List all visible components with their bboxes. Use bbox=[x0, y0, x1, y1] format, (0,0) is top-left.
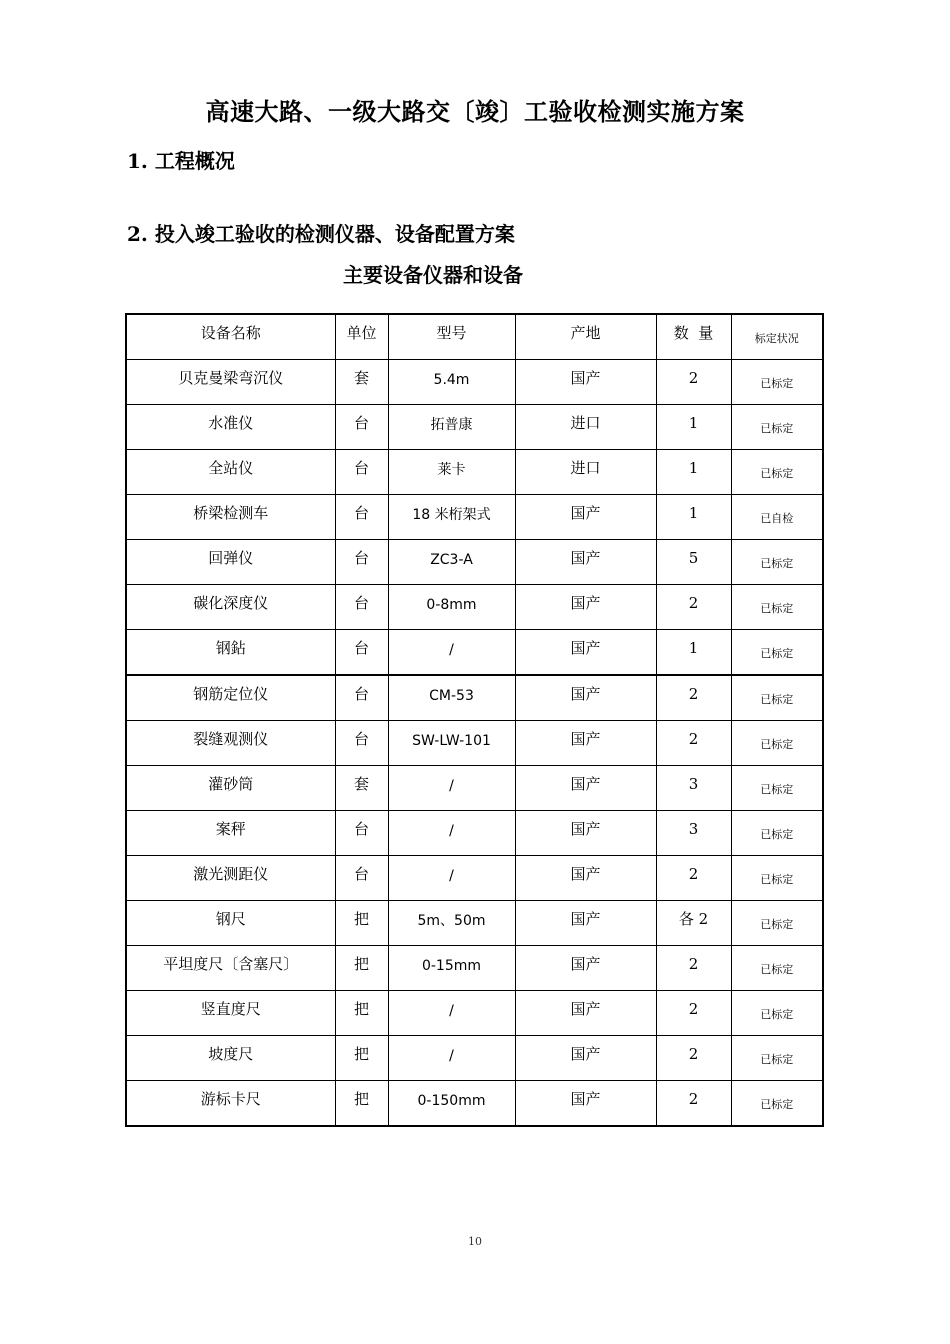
section-heading-overview: 1. 工程概况 bbox=[127, 149, 235, 173]
table-header-row bbox=[126, 314, 823, 360]
cell-origin: 进口 bbox=[515, 405, 656, 450]
cell-quantity: 各 2 bbox=[656, 901, 731, 946]
cell-calibration-status: 已标定 bbox=[731, 766, 823, 811]
cell-calibration-status: 已标定 bbox=[731, 540, 823, 585]
cell-calibration-status: 已标定 bbox=[731, 811, 823, 856]
cell-model: SW-LW-101 bbox=[388, 721, 515, 766]
table-row bbox=[126, 991, 823, 1036]
cell-origin: 国产 bbox=[515, 856, 656, 901]
table-row bbox=[126, 495, 823, 540]
cell-model: / bbox=[388, 1036, 515, 1081]
cell-calibration-status: 已标定 bbox=[731, 585, 823, 630]
cell-model: / bbox=[388, 766, 515, 811]
cell-quantity: 1 bbox=[656, 630, 731, 676]
cell-unit: 台 bbox=[335, 405, 388, 450]
cell-unit: 把 bbox=[335, 1036, 388, 1081]
cell-unit: 台 bbox=[335, 585, 388, 630]
cell-quantity: 2 bbox=[656, 675, 731, 721]
cell-model: 5.4m bbox=[388, 360, 515, 405]
table-row bbox=[126, 630, 823, 676]
cell-quantity: 2 bbox=[656, 991, 731, 1036]
cell-unit: 台 bbox=[335, 450, 388, 495]
cell-quantity: 1 bbox=[656, 450, 731, 495]
cell-calibration-status: 已标定 bbox=[731, 721, 823, 766]
header-model: 型号 bbox=[388, 314, 515, 360]
cell-origin: 国产 bbox=[515, 1036, 656, 1081]
cell-equipment-name: 钢鉆 bbox=[126, 630, 335, 676]
cell-unit: 套 bbox=[335, 360, 388, 405]
cell-origin: 国产 bbox=[515, 495, 656, 540]
cell-equipment-name: 贝克曼梁弯沉仪 bbox=[126, 360, 335, 405]
table-row bbox=[126, 1036, 823, 1081]
cell-equipment-name: 平坦度尺〔含塞尺〕 bbox=[126, 946, 335, 991]
cell-quantity: 3 bbox=[656, 766, 731, 811]
cell-model: 0-15mm bbox=[388, 946, 515, 991]
cell-origin: 国产 bbox=[515, 721, 656, 766]
cell-origin: 国产 bbox=[515, 991, 656, 1036]
cell-calibration-status: 已标定 bbox=[731, 1081, 823, 1127]
cell-calibration-status: 已标定 bbox=[731, 450, 823, 495]
cell-model: / bbox=[388, 856, 515, 901]
cell-origin: 国产 bbox=[515, 811, 656, 856]
cell-unit: 把 bbox=[335, 901, 388, 946]
cell-origin: 国产 bbox=[515, 630, 656, 676]
cell-equipment-name: 激光测距仪 bbox=[126, 856, 335, 901]
header-quantity: 数 量 bbox=[656, 314, 731, 360]
cell-quantity: 2 bbox=[656, 946, 731, 991]
cell-unit: 台 bbox=[335, 721, 388, 766]
cell-equipment-name: 回弹仪 bbox=[126, 540, 335, 585]
cell-model: 18 米桁架式 bbox=[388, 495, 515, 540]
cell-unit: 台 bbox=[335, 495, 388, 540]
section-heading-equipment: 2. 投入竣工验收的检测仪器、设备配置方案 bbox=[127, 222, 515, 246]
table-row bbox=[126, 946, 823, 991]
cell-quantity: 2 bbox=[656, 1081, 731, 1127]
header-calibration-status: 标定状况 bbox=[731, 314, 823, 360]
cell-quantity: 2 bbox=[656, 1036, 731, 1081]
page-number: 10 bbox=[468, 1235, 482, 1248]
cell-unit: 台 bbox=[335, 630, 388, 676]
cell-quantity: 1 bbox=[656, 495, 731, 540]
cell-calibration-status: 已标定 bbox=[731, 360, 823, 405]
table-row bbox=[126, 540, 823, 585]
header-origin: 产地 bbox=[515, 314, 656, 360]
table-row bbox=[126, 811, 823, 856]
cell-calibration-status: 已标定 bbox=[731, 856, 823, 901]
table-row bbox=[126, 901, 823, 946]
table-row bbox=[126, 585, 823, 630]
table-row bbox=[126, 450, 823, 495]
cell-equipment-name: 全站仪 bbox=[126, 450, 335, 495]
equipment-table bbox=[125, 313, 824, 1127]
cell-equipment-name: 水准仪 bbox=[126, 405, 335, 450]
cell-equipment-name: 钢筋定位仪 bbox=[126, 675, 335, 721]
cell-quantity: 3 bbox=[656, 811, 731, 856]
cell-model: 0-150mm bbox=[388, 1081, 515, 1127]
table-row bbox=[126, 766, 823, 811]
cell-quantity: 2 bbox=[656, 360, 731, 405]
cell-model: ZC3-A bbox=[388, 540, 515, 585]
cell-equipment-name: 游标卡尺 bbox=[126, 1081, 335, 1127]
cell-quantity: 1 bbox=[656, 405, 731, 450]
cell-model: 5m、50m bbox=[388, 901, 515, 946]
cell-calibration-status: 已标定 bbox=[731, 946, 823, 991]
cell-origin: 国产 bbox=[515, 540, 656, 585]
cell-model: / bbox=[388, 630, 515, 676]
cell-unit: 把 bbox=[335, 991, 388, 1036]
table-row bbox=[126, 405, 823, 450]
cell-quantity: 2 bbox=[656, 585, 731, 630]
cell-unit: 把 bbox=[335, 946, 388, 991]
table-caption: 主要设备仪器和设备 bbox=[343, 263, 523, 287]
cell-origin: 国产 bbox=[515, 901, 656, 946]
cell-origin: 国产 bbox=[515, 946, 656, 991]
cell-calibration-status: 已标定 bbox=[731, 1036, 823, 1081]
cell-calibration-status: 已标定 bbox=[731, 405, 823, 450]
document-title: 高速大路、一级大路交〔竣〕工验收检测实施方案 bbox=[205, 97, 745, 126]
cell-calibration-status: 已标定 bbox=[731, 991, 823, 1036]
cell-equipment-name: 案秤 bbox=[126, 811, 335, 856]
cell-equipment-name: 竖直度尺 bbox=[126, 991, 335, 1036]
cell-model: CM-53 bbox=[388, 675, 515, 721]
cell-equipment-name: 灌砂筒 bbox=[126, 766, 335, 811]
cell-unit: 台 bbox=[335, 856, 388, 901]
header-unit: 单位 bbox=[335, 314, 388, 360]
header-equipment-name: 设备名称 bbox=[126, 314, 335, 360]
cell-origin: 国产 bbox=[515, 766, 656, 811]
table-row bbox=[126, 721, 823, 766]
table-row bbox=[126, 360, 823, 405]
cell-origin: 国产 bbox=[515, 585, 656, 630]
table-row bbox=[126, 675, 823, 721]
cell-equipment-name: 桥梁检测车 bbox=[126, 495, 335, 540]
cell-equipment-name: 裂缝观测仪 bbox=[126, 721, 335, 766]
cell-origin: 进口 bbox=[515, 450, 656, 495]
cell-calibration-status: 已自检 bbox=[731, 495, 823, 540]
table-row bbox=[126, 1081, 823, 1127]
cell-origin: 国产 bbox=[515, 360, 656, 405]
cell-quantity: 2 bbox=[656, 721, 731, 766]
cell-unit: 把 bbox=[335, 1081, 388, 1127]
cell-calibration-status: 已标定 bbox=[731, 901, 823, 946]
cell-equipment-name: 碳化深度仪 bbox=[126, 585, 335, 630]
cell-origin: 国产 bbox=[515, 1081, 656, 1127]
cell-quantity: 2 bbox=[656, 856, 731, 901]
cell-unit: 台 bbox=[335, 540, 388, 585]
cell-model: / bbox=[388, 811, 515, 856]
cell-equipment-name: 钢尺 bbox=[126, 901, 335, 946]
cell-model: 莱卡 bbox=[388, 450, 515, 495]
cell-calibration-status: 已标定 bbox=[731, 675, 823, 721]
cell-origin: 国产 bbox=[515, 675, 656, 721]
cell-unit: 台 bbox=[335, 811, 388, 856]
cell-quantity: 5 bbox=[656, 540, 731, 585]
cell-model: 0-8mm bbox=[388, 585, 515, 630]
cell-model: / bbox=[388, 991, 515, 1036]
cell-unit: 台 bbox=[335, 675, 388, 721]
cell-calibration-status: 已标定 bbox=[731, 630, 823, 676]
cell-equipment-name: 坡度尺 bbox=[126, 1036, 335, 1081]
cell-model: 拓普康 bbox=[388, 405, 515, 450]
cell-unit: 套 bbox=[335, 766, 388, 811]
table-row bbox=[126, 856, 823, 901]
